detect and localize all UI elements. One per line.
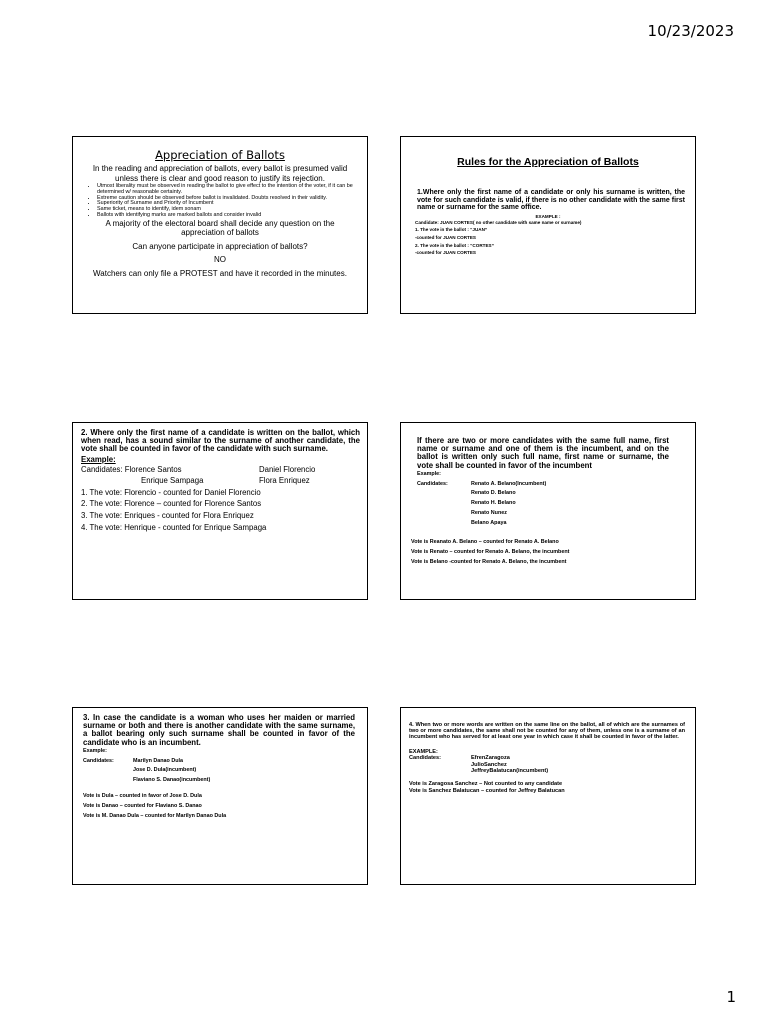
rule-text: 4. When two or more words are written on the same line on the ballot, all of which are the surnames of two or more candidates, the same shall not be counted for any of them, unless one is a surname of an incumbent who has served for at least one year in which case it shall be counted in favor of the latter. <box>409 722 685 741</box>
vote-line: Vote is Reanato A. Belano – counted for Renato A. Belano <box>411 538 559 545</box>
intro-text: In the reading and appreciation of ballots, every ballot is presumed valid unless there is clear and good reason to justify its rejection. <box>92 164 348 183</box>
vote-list <box>73 792 367 821</box>
vote-line: 3. The vote: Enriques - counted for Flora Enriquez <box>81 510 254 520</box>
example-line: 2. The vote in the ballot : “CORTES” <box>415 242 494 248</box>
slide-rules-appreciation <box>400 136 696 314</box>
bullet-item: • Superiority of Surname and Priority of Incumbent <box>97 201 353 207</box>
rule-text: 2. Where only the first name of a candidate is written on the ballot, which when read, has a sound similar to the surname of another candidate, the vote shall be counted in favor of the candidate with such surname. <box>81 428 360 454</box>
candidates-row <box>81 475 367 487</box>
vote-line: Vote is Sanchez Balatucan – counted for Jeffrey Balatucan <box>409 787 565 794</box>
candidate-name: JulioSanchez <box>471 761 507 768</box>
candidate-name: Daniel Florencio <box>259 464 316 474</box>
candidates-label: Candidates: <box>417 480 448 487</box>
candidate-name: Enrique Sampaga <box>141 476 204 486</box>
example-label: EXAMPLE : <box>535 213 561 219</box>
rule-text: 3. In case the candidate is a woman who uses her maiden or married surname or both and there is another candidate with the same surname, a ballot bearing only such surname shall be counted in favor of the candidate who is an incumbent. <box>83 713 355 747</box>
example-label: Example: <box>83 747 107 754</box>
candidates-label: Candidates: <box>409 755 442 762</box>
page-number: 1 <box>726 988 736 1006</box>
slide-rule-3 <box>72 707 368 885</box>
rule-text: 1.Where only the first name of a candidate or only his surname is written, the vote for such candidate is valid, if there is no other candidate with the same first name or surname for the same office. <box>417 189 685 212</box>
candidate-name: JeffreyBalatucan(incumbent) <box>471 768 549 775</box>
candidate-name: Renato A. Belano(Incumbent) <box>471 480 547 487</box>
slide-title: Rules for the Appreciation of Ballots <box>457 156 639 168</box>
example-label: Example: <box>417 470 441 477</box>
example-line: -counted for JUAN CORTES <box>415 234 476 240</box>
vote-line: Vote is Zaragosa Sanchez – Not counted to any candidate <box>409 780 563 787</box>
rule-text: If there are two or more candidates with the same full name, first name or surname and one of them is the incumbent, and on the ballot is written only such full name, first name or surname, the vote shall be counted in favor of the incumbent <box>417 436 669 470</box>
example-label: Example: <box>81 454 116 464</box>
vote-list <box>401 781 695 794</box>
slide-rule-4 <box>400 707 696 885</box>
candidate-name: Belano Apaya <box>471 519 507 526</box>
answer-text: NO <box>214 255 226 265</box>
candidate-name: EfrenZaragoza <box>471 755 510 762</box>
example-label: EXAMPLE: <box>409 748 438 755</box>
majority-text: A majority of the electoral board shall decide any question on the appreciation of ballots <box>105 218 335 238</box>
vote-line: Vote is Belano -counted for Renato A. Belano, the incumbent <box>411 559 567 566</box>
vote-line: Vote is Danao – counted for Flaviano S. Danao <box>83 802 202 809</box>
candidates-block <box>409 755 695 775</box>
candidate-name: Florence Santos <box>124 464 182 474</box>
vote-line: 2. The vote: Florence – counted for Florence Santos <box>81 499 262 509</box>
bullet-item: • Ballots with identifying marks are marked ballots and consider invalid <box>97 213 353 219</box>
candidates-label: Candidates: <box>81 464 123 474</box>
example-line: 1. The vote in the ballot : “JUAN” <box>415 227 488 233</box>
vote-line: Vote is Renato – counted for Renato A. Belano, the incumbent <box>411 549 570 555</box>
bullet-item: • Same ticket, means to identify, idem sonam <box>97 207 353 213</box>
slide-incumbent-rule <box>400 422 696 600</box>
vote-line: Vote is Dula – counted in favor of Jose D. Dula <box>83 793 202 799</box>
slide-title: Appreciation of Ballots <box>155 148 285 162</box>
candidate-name: Renato D. Belano <box>471 490 516 497</box>
vote-line: 1. The vote: Florencio - counted for Daniel Florencio <box>81 487 261 497</box>
vote-list <box>401 537 695 568</box>
candidate-list <box>133 757 210 786</box>
candidate-name: Flaviano S. Danao(incumbent) <box>133 777 211 784</box>
candidates-block <box>417 480 695 529</box>
bullet-item: • Extreme caution should be observed before ballot is invalidated. Doubts resolved in their validity. <box>97 196 353 202</box>
candidates-block <box>83 757 367 786</box>
candidate-list <box>471 755 548 775</box>
watchers-text: Watchers can only file a PROTEST and have it recorded in the minutes. <box>93 268 347 278</box>
vote-line: 4. The vote: Henrique - counted for Enrique Sampaga <box>81 522 267 532</box>
handout-date: 10/23/2023 <box>647 22 734 40</box>
bullet-list <box>97 184 353 219</box>
candidate-name: Marilyn Danao Dula <box>133 757 184 764</box>
example-line: -counted for JUAN CORTES <box>415 250 476 256</box>
slide-rule-2 <box>72 422 368 600</box>
slide-appreciation-of-ballots <box>72 136 368 314</box>
candidate-name: Renato H. Belano <box>471 500 516 507</box>
candidate-name: Jose D. Dula(incumbent) <box>133 767 197 774</box>
bullet-item: • Utmost liberality must be observed in reading the ballot to give effect to the intention of the voter, if it can be determined w/ reasonable certainty. <box>97 184 353 196</box>
candidates-label: Candidates: <box>83 757 114 764</box>
example-line: Candidate: JUAN CORTES( no other candidate with same name or surname) <box>415 219 582 225</box>
candidate-list <box>471 480 546 529</box>
vote-line: Vote is M. Danao Dula – counted for Marilyn Danao Dula <box>83 812 227 819</box>
candidate-name: Renato Nunez <box>471 510 507 516</box>
candidate-name: Flora Enriquez <box>259 476 310 486</box>
candidates-row <box>81 464 367 476</box>
question-text: Can anyone participate in appreciation of ballots? <box>132 241 308 251</box>
